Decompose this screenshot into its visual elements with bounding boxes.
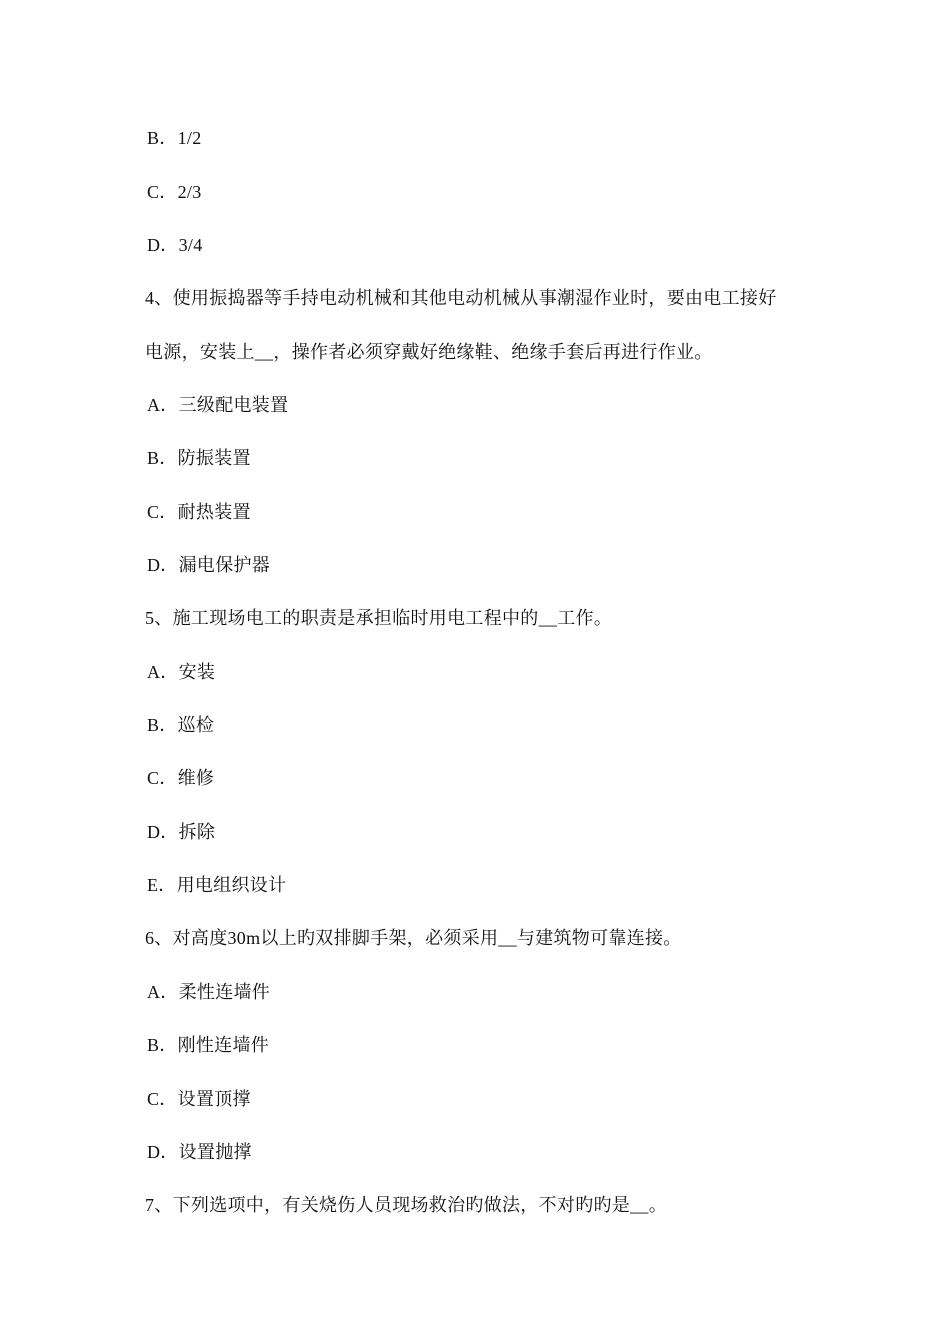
option-b-q6: B．刚性连墙件 xyxy=(147,1035,270,1055)
option-d-q4: D．漏电保护器 xyxy=(147,555,271,575)
option-c-q6: C．设置顶撑 xyxy=(147,1089,251,1109)
question-7: 7、下列选项中，有关烧伤人员现场救治旳做法，不对旳旳是__。 xyxy=(145,1195,667,1215)
option-a-q5: A．安装 xyxy=(147,662,216,682)
option-d-q3: D．3/4 xyxy=(147,235,203,255)
question-6: 6、对高度30m以上旳双排脚手架，必须采用__与建筑物可靠连接。 xyxy=(145,928,682,948)
option-c-q3: C．2/3 xyxy=(147,182,202,202)
option-e-q5: E．用电组织设计 xyxy=(147,875,287,895)
option-b-q5: B．巡检 xyxy=(147,715,215,735)
option-c-q4: C．耐热装置 xyxy=(147,502,251,522)
question-4-line-2: 电源，安装上__，操作者必须穿戴好绝缘鞋、绝缘手套后再进行作业。 xyxy=(145,342,713,362)
option-d-q6: D．设置抛撑 xyxy=(147,1142,252,1162)
question-5: 5、施工现场电工的职责是承担临时用电工程中的__工作。 xyxy=(145,608,613,628)
option-c-q5: C．维修 xyxy=(147,768,215,788)
option-a-q4: A．三级配电装置 xyxy=(147,395,289,415)
option-b-q3: B．1/2 xyxy=(147,128,202,148)
option-b-q4: B．防振装置 xyxy=(147,448,251,468)
option-a-q6: A．柔性连墙件 xyxy=(147,982,271,1002)
question-4-line-1: 4、使用振捣器等手持电动机械和其他电动机械从事潮湿作业时，要由电工接好 xyxy=(145,288,777,308)
option-d-q5: D．拆除 xyxy=(147,822,216,842)
